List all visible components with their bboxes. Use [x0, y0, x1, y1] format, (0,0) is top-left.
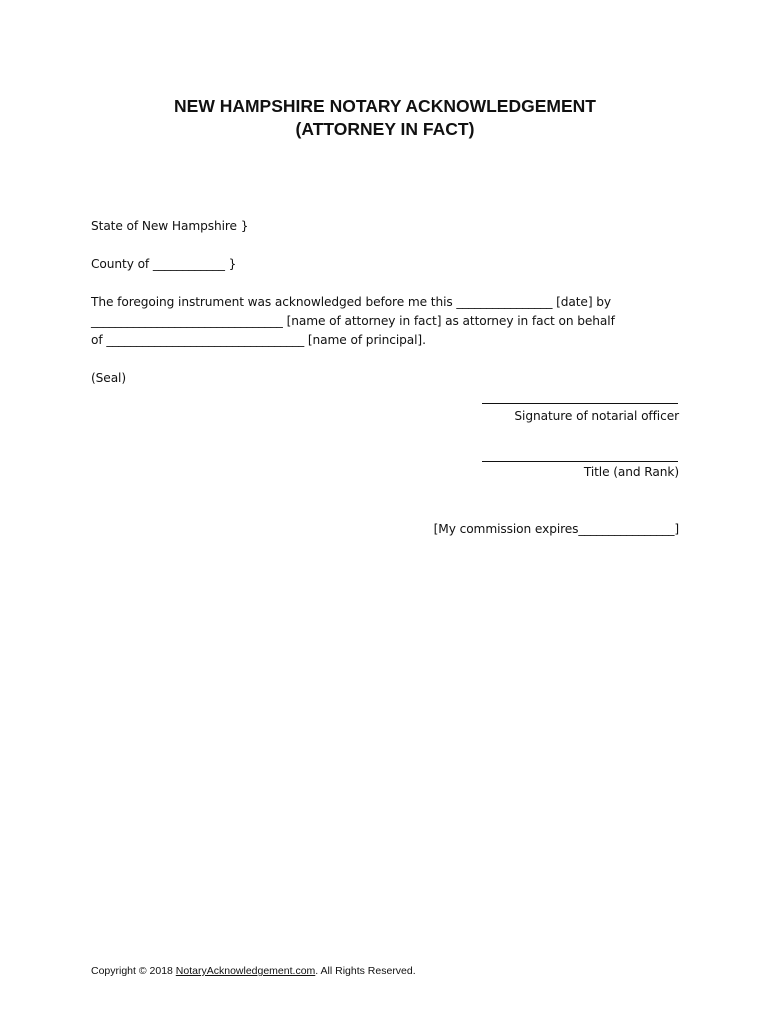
copyright-prefix: Copyright © 2018 [91, 965, 176, 977]
title-rank-label: Title (and Rank) [583, 465, 679, 479]
paragraph-line-1: The foregoing instrument was acknowledged before me this ________________ [date] by [91, 295, 612, 309]
county-line: County of ____________ } [91, 257, 237, 271]
signature-label: Signature of notarial officer [514, 409, 679, 423]
signature-line [482, 403, 678, 404]
document-title: NEW HAMPSHIRE NOTARY ACKNOWLEDGEMENT [174, 96, 596, 116]
commission-expires: [My commission expires________________] [433, 522, 679, 536]
copyright-suffix: . All Rights Reserved. [315, 965, 416, 977]
title-rank-line [482, 461, 678, 462]
acknowledgement-paragraph [91, 293, 615, 350]
copyright-footer [91, 964, 416, 978]
seal-label: (Seal) [91, 371, 126, 385]
paragraph-line-2: ________________________________ [name of attorney in fact] as attorney in fact on behalf [91, 314, 615, 328]
paragraph-line-3: of _________________________________ [name of principal]. [91, 333, 426, 347]
document-subtitle: (ATTORNEY IN FACT) [295, 119, 475, 139]
footer-link[interactable]: NotaryAcknowledgement.com [175, 965, 316, 977]
state-line: State of New Hampshire } [91, 219, 249, 233]
